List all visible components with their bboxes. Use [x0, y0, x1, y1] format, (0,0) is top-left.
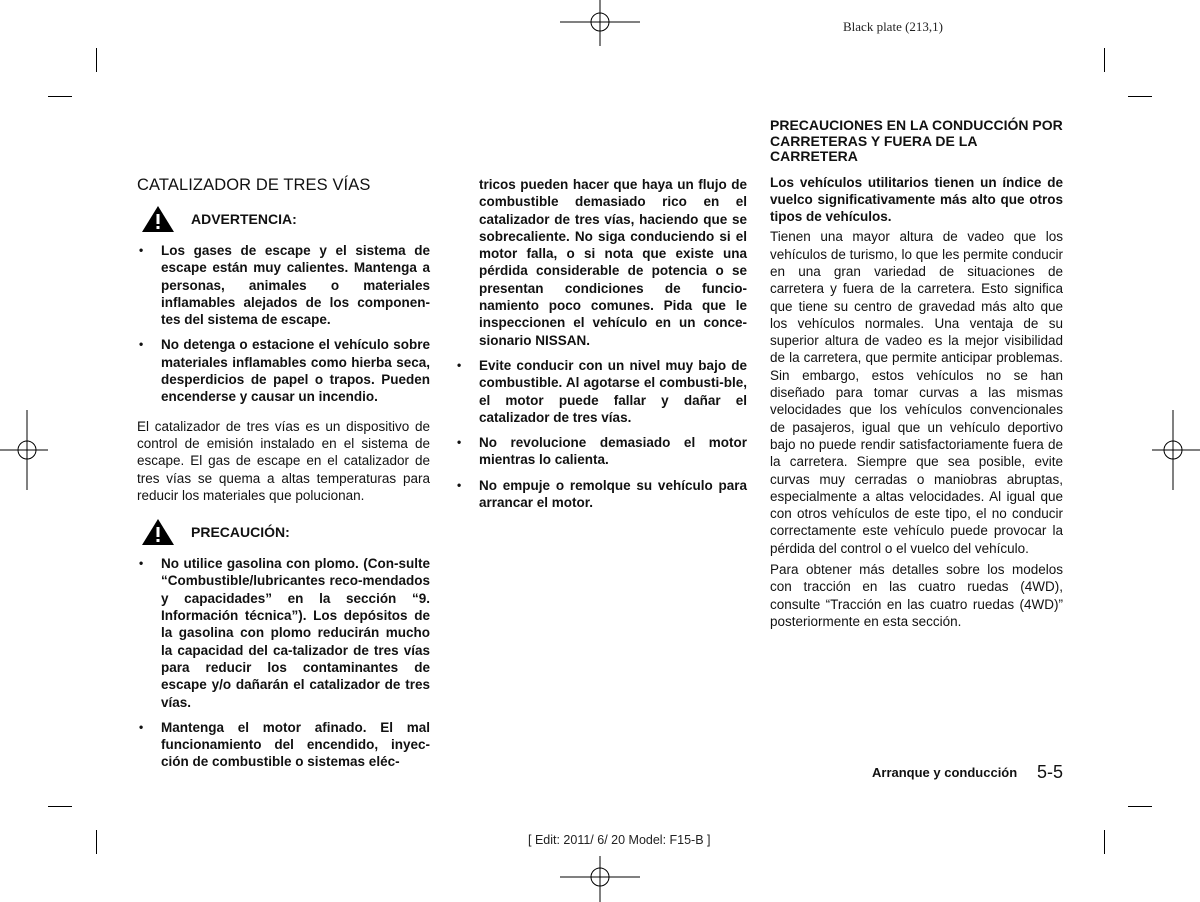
crop-mark [48, 806, 72, 807]
bullet-icon: • [139, 243, 144, 257]
warning-list [137, 242, 430, 406]
crop-mark [1104, 48, 1105, 72]
list-item-text: Evite conducir con un nivel muy bajo de combustible. Al agotarse el combusti-ble, el motor puede fallar y dañar el catalizador de tres vías. [479, 357, 747, 425]
page-number: 5-5 [1037, 762, 1064, 782]
lead-paragraph: Los vehículos utilitarios tienen un índice de vuelco significativamente más alto que otros tipos de vehículos. [770, 174, 1063, 225]
registration-mark-bottom [560, 856, 640, 902]
body-paragraph: El catalizador de tres vías es un dispositivo de control de emisión instalado en el sistema de escape. El gas de escape en el catalizador de tres vías se quema a altas temperaturas para reducir los materiales que polucionan. [137, 418, 430, 503]
warning-triangle-icon [141, 205, 175, 233]
column-right [770, 118, 1063, 634]
body-paragraph: Tienen una mayor altura de vadeo que los vehículos de turismo, lo que les permite conducir en una gran variedad de situaciones de carretera y fuera de la carretera. Esto significa que tiene su centro de gravedad más alto que los vehículos normales. Una ventaja de su superior altura de vadeo es la mejor visibilidad de la carretera, que permite anticipar problemas. Sin embargo, estos vehículos no se han diseñado para tomar curvas a las mismas velocidades que los vehículos convencionales de pasajeros, igual que un vehículo deportivo bajo no puede rendir satisfactoriamente fuera de la carretera. Siempre que sea posible, evite curvas muy cerradas o maniobras abruptas, especialmente a altas velocidades. Al igual que con otros vehículos de este tipo, el no conducir correctamente este vehículo puede provocar la pérdida del control o el vuelco del vehículo. [770, 229, 1063, 556]
bullet-icon: • [139, 719, 144, 734]
bullet-icon: • [139, 337, 144, 352]
crop-mark [96, 830, 97, 854]
warning-header [137, 205, 430, 233]
list-item [137, 555, 430, 711]
list-item-text: Mantenga el motor afinado. El mal funcionamiento del encendido, inyec-ción de combustible o sistemas eléc- [161, 719, 430, 770]
bullet-icon: • [139, 556, 144, 571]
bullet-icon: • [457, 435, 462, 450]
continued-text: tricos pueden hacer que haya un flujo de combustible demasiado rico en el catalizador de tres vías, haciendo que se sobrecaliente. No siga conduciendo si el motor falla, o si nota que existe una pérdida considerable de potencia o se presentan condiciones de funcio-namiento poco comunes. Pida que le inspeccionen el vehículo en un conce-sionario NISSAN. [479, 177, 747, 348]
crop-mark [1104, 830, 1105, 854]
column-middle [455, 176, 747, 519]
crop-mark [1128, 96, 1152, 97]
list-item [455, 477, 747, 512]
bullet-icon: • [457, 357, 462, 372]
crop-mark [1128, 806, 1152, 807]
bullet-icon: • [457, 477, 462, 492]
caution-header [137, 518, 430, 546]
warning-triangle-icon [141, 518, 175, 546]
warning-label: ADVERTENCIA: [191, 211, 297, 227]
column-left [137, 176, 430, 779]
registration-mark-top [560, 0, 640, 48]
list-item [137, 336, 430, 405]
section-heading: PRECAUCIONES EN LA CONDUCCIÓN POR CARRETERAS Y FUERA DE LA CARRETERA [770, 117, 1063, 164]
list-item-text: Los gases de escape y el sistema de escape están muy calientes. Mantenga a personas, animales o materiales inflamables alejados de los componen-tes del sistema de escape. [161, 243, 430, 328]
list-item [137, 719, 430, 771]
edit-info: [ Edit: 2011/ 6/ 20 Model: F15-B ] [528, 833, 711, 847]
caution-label: PRECAUCIÓN: [191, 524, 290, 541]
list-item-text: No detenga o estacione el vehículo sobre materiales inflamables como hierba seca, desperdicios de papel o trapos. Pueden encenderse y causar un incendio. [161, 337, 430, 405]
list-item-text: No utilice gasolina con plomo. (Con-sulte “Combustible/lubricantes reco-mendados y capacidades” en la sección “9. Información técnica”). Los depósitos de la gasolina con plomo reducirán mucho la capacidad del ca-talizador de tres vías para reducir los contaminantes de escape y/o dañarán el catalizador de tres vías. [161, 556, 430, 710]
list-item [455, 357, 747, 426]
list-item-text: No empuje o remolque su vehículo para arrancar el motor. [479, 477, 747, 511]
caution-list [137, 555, 430, 771]
list-item [137, 242, 430, 328]
section-title: CATALIZADOR DE TRES VÍAS [137, 176, 371, 194]
registration-mark-right [1152, 410, 1200, 490]
body-paragraph: Para obtener más detalles sobre los modelos con tracción en las cuatro ruedas (4WD), consulte “Tracción en las cuatro ruedas (4WD)” posteriormente en esta sección. [770, 562, 1063, 629]
plate-label: Black plate (213,1) [843, 19, 943, 34]
caution-list-continued [455, 357, 747, 511]
crop-mark [48, 96, 72, 97]
footer-section-name: Arranque y conducción [872, 765, 1018, 780]
registration-mark-left [0, 410, 48, 490]
list-item-text: No revolucione demasiado el motor mientras lo calienta. [479, 435, 747, 468]
list-item [455, 434, 747, 469]
crop-mark [96, 48, 97, 72]
